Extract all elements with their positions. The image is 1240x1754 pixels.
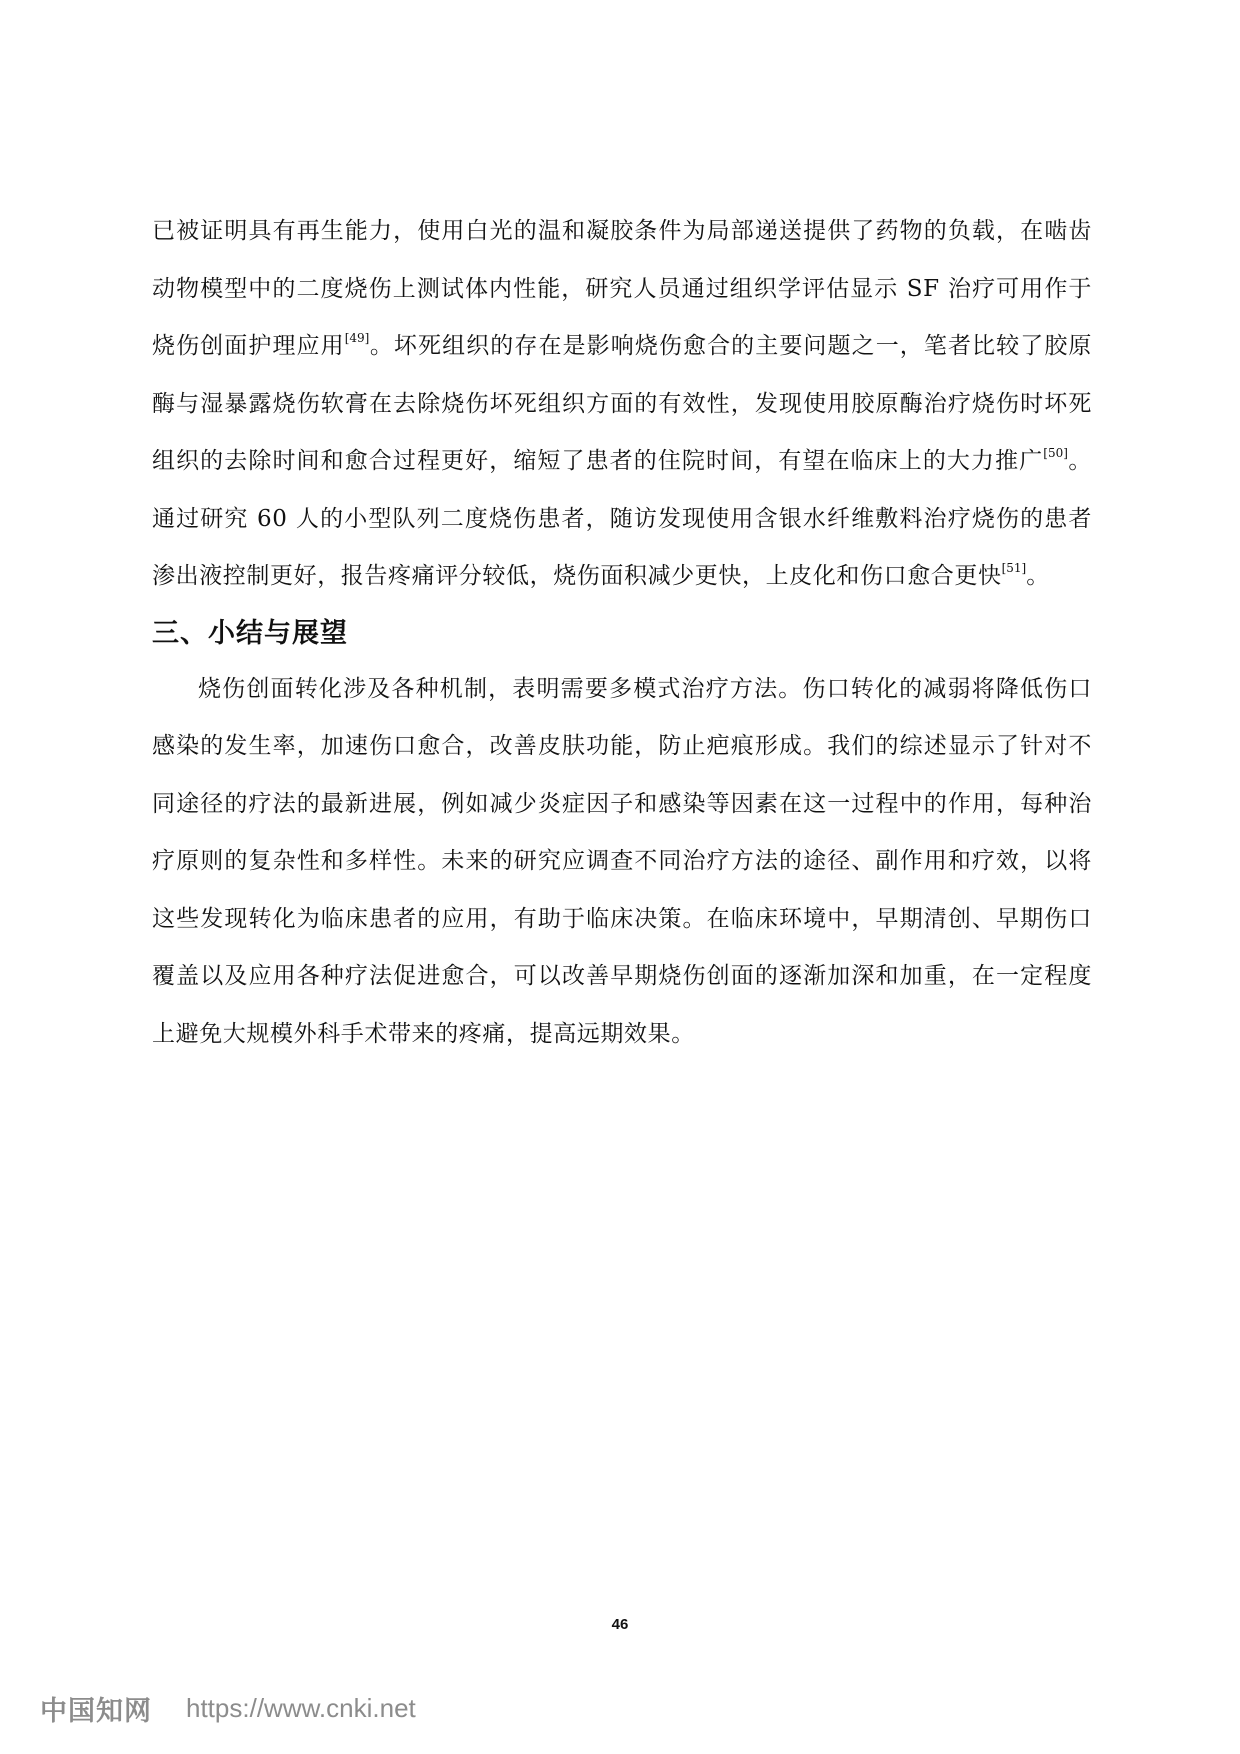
body-paragraph: 烧伤创面转化涉及各种机制，表明需要多模式治疗方法。伤口转化的减弱将降低伤口感染的发生率，加速伤口愈合，改善皮肤功能，防止疤痕形成。我们的综述显示了针对不同途径的疗法的最新进展，例如减少炎症因子和感染等因素在这一过程中的作用，每种治疗原则的复杂性和多样性。未来的研究应调查不同治疗方法的途径、副作用和疗效，以将这些发现转化为临床患者的应用，有助于临床决策。在临床环境中，早期清创、早期伤口覆盖以及应用各种疗法促进愈合，可以改善早期烧伤创面的逐渐加深和加重，在一定程度上避免大规模外科手术带来的疼痛，提高远期效果。 xyxy=(152,675,1092,1047)
citation-ref: [50] xyxy=(1043,446,1068,460)
cnki-logo: 中国知网 xyxy=(40,1695,152,1727)
page-number: 46 xyxy=(611,1616,629,1633)
paragraph-text: 已被证明具有再生能力，使用白光的温和凝胶条件为局部递送提供了药物的负载，在啮齿动物模型中的二度烧伤上测试体内性能，研究人员通过组织学评估显示 SF 治疗可用作于烧伤创面护理应用 xyxy=(152,218,1092,359)
footer-url[interactable]: https://www.cnki.net xyxy=(186,1692,416,1723)
document-body xyxy=(152,203,1092,1063)
footer-watermark xyxy=(40,1688,416,1728)
section-heading: 三、小结与展望 xyxy=(152,617,348,649)
body-paragraph xyxy=(152,203,1092,606)
citation-ref: [51] xyxy=(1001,561,1027,575)
paragraph-text: 。通过研究 60 人的小型队列二度烧伤患者，随访发现使用含银水纤维敷料治疗烧伤的患者渗出液控制更好，报告疼痛评分较低，烧伤面积减少更快，上皮化和伤口愈合更快 xyxy=(152,448,1092,589)
citation-ref: [49] xyxy=(344,331,370,345)
paragraph-text: 。 xyxy=(1026,563,1050,589)
paragraph-text: 。坏死组织的存在是影响烧伤愈合的主要问题之一，笔者比较了胶原酶与湿暴露烧伤软膏在去除烧伤坏死组织方面的有效性，发现使用胶原酶治疗烧伤时坏死组织的去除时间和愈合过程更好，缩短了患者的住院时间，有望在临床上的大力推广 xyxy=(152,333,1093,474)
